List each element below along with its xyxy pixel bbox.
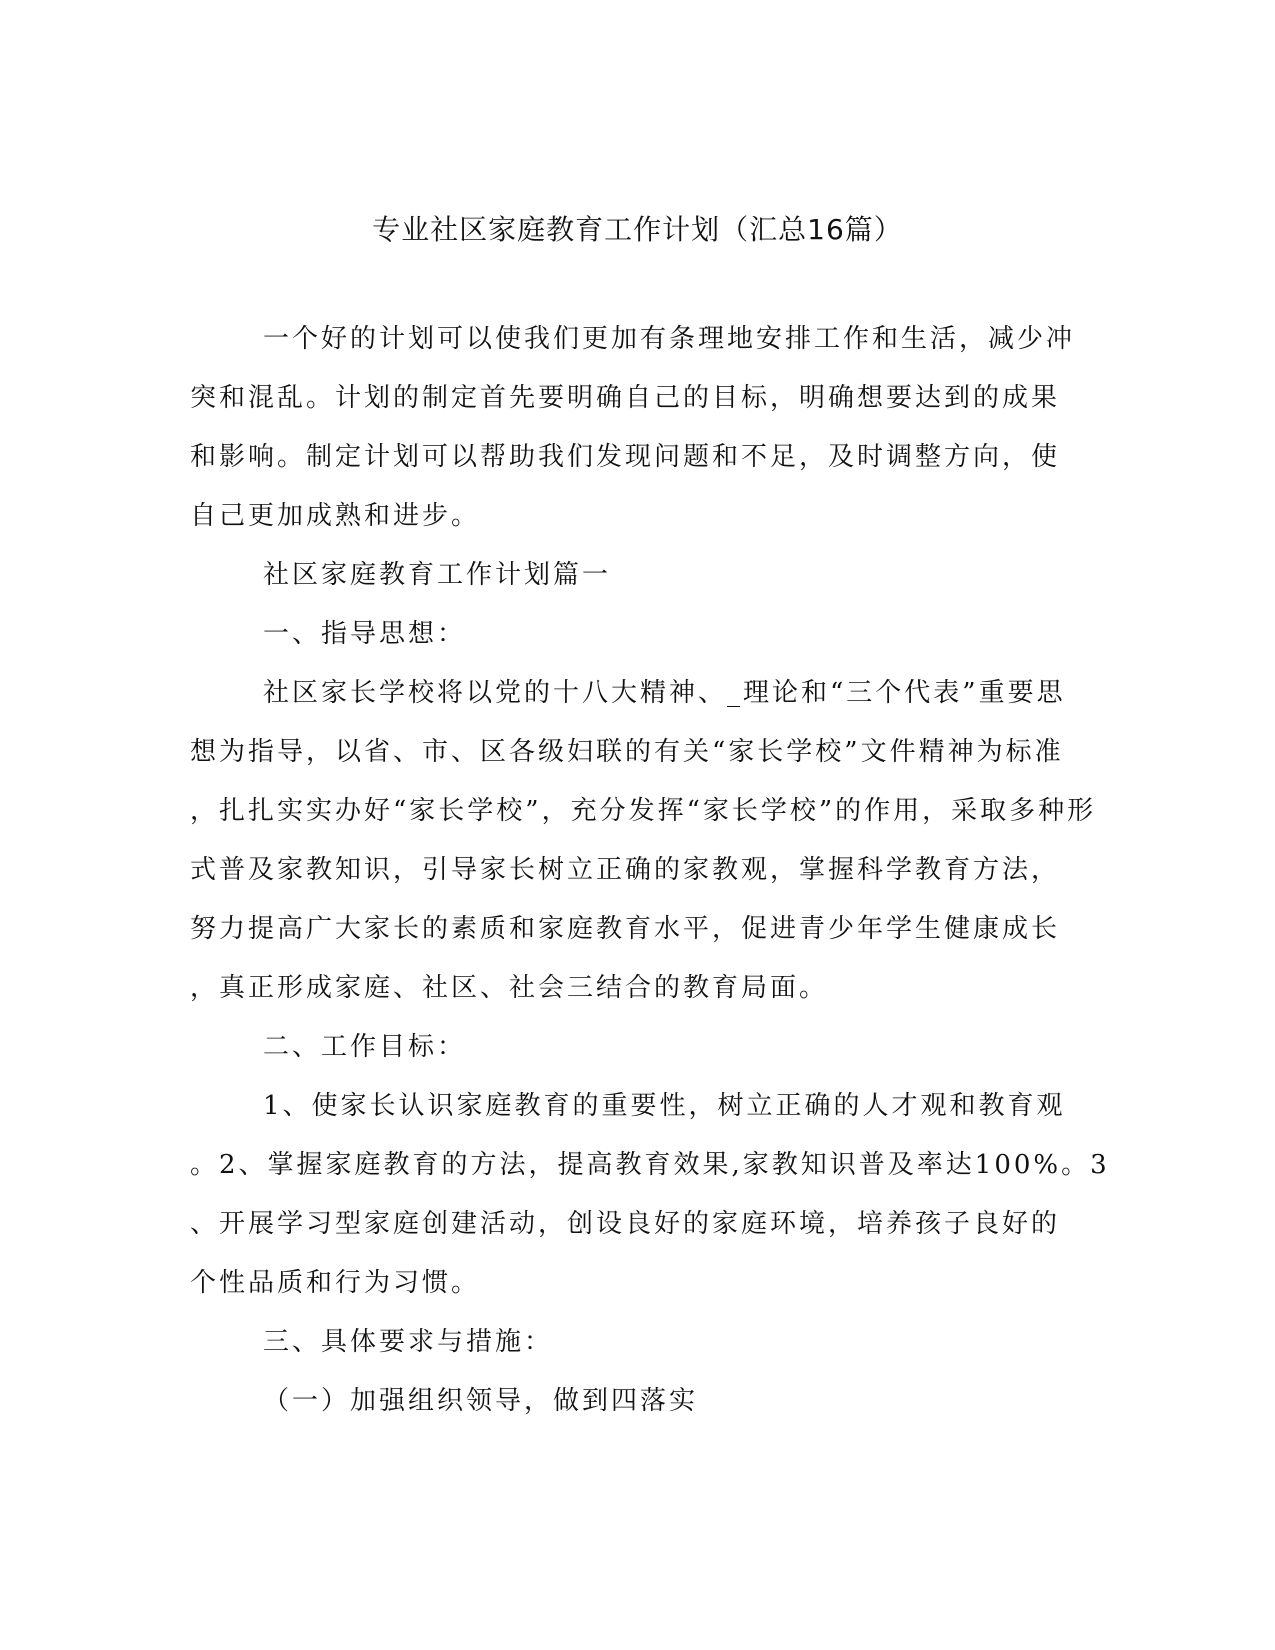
- section-heading: 一、指导思想：: [263, 619, 467, 649]
- section-heading: 三、具体要求与措施：: [263, 1327, 554, 1357]
- paragraph-line: 个性品质和行为习惯。: [190, 1268, 481, 1298]
- document-title: 专业社区家庭教育工作计划（汇总16篇）: [372, 213, 903, 246]
- paragraph-line: 一个好的计划可以使我们更加有条理地安排工作和生活，减少冲: [263, 324, 1076, 354]
- paragraph-line: 和影响。制定计划可以帮助我们发现问题和不足，及时调整方向，使: [190, 442, 1061, 472]
- paragraph-line: ，真正形成家庭、社区、社会三结合的教育局面。: [190, 973, 829, 1003]
- paragraph-line: 想为指导，以省、市、区各级妇联的有关“家长学校”文件精神为标准: [190, 737, 1064, 767]
- paragraph-line: 社区家长学校将以党的十八大精神、_理论和“三个代表”重要思: [263, 678, 1066, 708]
- paragraph-line: 突和混乱。计划的制定首先要明确自己的目标，明确想要达到的成果: [190, 383, 1061, 413]
- paragraph-line: 式普及家教知识，引导家长树立正确的家教观，掌握科学教育方法，: [190, 855, 1061, 885]
- paragraph-line: 努力提高广大家长的素质和家庭教育水平，促进青少年学生健康成长: [190, 914, 1061, 944]
- paragraph-line: 、开展学习型家庭创建活动，创设良好的家庭环境，培养孩子良好的: [190, 1209, 1061, 1239]
- paragraph-line: 。2、掌握家庭教育的方法，提高教育效果,家教知识普及率达100%。3: [190, 1150, 1110, 1180]
- paragraph-line: 1、使家长认识家庭教育的重要性，树立正确的人才观和教育观: [263, 1091, 1066, 1121]
- paragraph-line: 自己更加成熟和进步。: [190, 501, 481, 531]
- section-heading: 社区家庭教育工作计划篇一: [263, 560, 612, 590]
- section-heading: 二、工作目标：: [263, 1032, 467, 1062]
- paragraph-line: ，扎扎实实办好“家长学校”，充分发挥“家长学校”的作用，采取多种形: [190, 796, 1097, 826]
- subsection-heading: （一）加强组织领导，做到四落实: [263, 1386, 699, 1416]
